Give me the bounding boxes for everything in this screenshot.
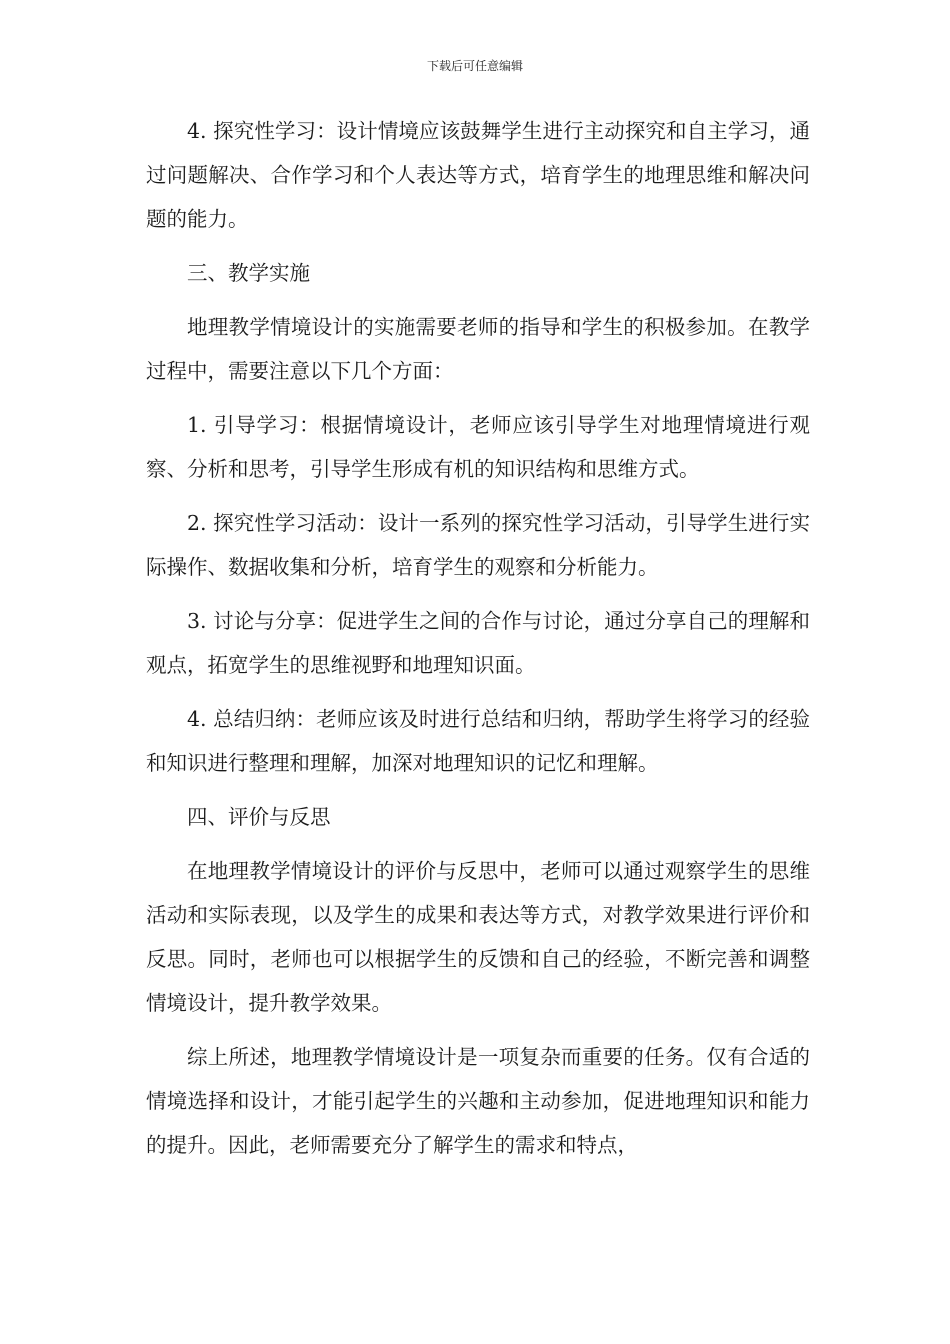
paragraph-implementation-intro: 地理教学情境设计的实施需要老师的指导和学生的积极参加。在教学过程中，需要注意以下几个方面： — [146, 315, 810, 383]
page-header: 下载后可任意编辑 — [426, 59, 523, 73]
paragraph-conclusion: 综上所述，地理教学情境设计是一项复杂而重要的任务。仅有合适的情境选择和设计，才能引起学生的兴趣和主动参加，促进地理知识和能力的提升。因此，老师需要充分了解学生的需求和特点， — [146, 1045, 810, 1157]
section-heading-evaluation-reflection: 四、评价与反思 — [187, 805, 331, 829]
paragraph-inquiry-activities: 2. 探究性学习活动：设计一系列的探究性学习活动，引导学生进行实际操作、数据收集和分析，培育学生的观察和分析能力。 — [146, 511, 810, 579]
paragraph-guided-learning: 1. 引导学习：根据情境设计，老师应该引导学生对地理情境进行观察、分析和思考，引导学生形成有机的知识结构和思维方式。 — [146, 413, 810, 481]
paragraph-summary: 4. 总结归纳：老师应该及时进行总结和归纳，帮助学生将学习的经验和知识进行整理和理解，加深对地理知识的记忆和理解。 — [146, 707, 810, 775]
paragraph-evaluation: 在地理教学情境设计的评价与反思中，老师可以通过观察学生的思维活动和实际表现，以及学生的成果和表达等方式，对教学效果进行评价和反思。同时，老师也可以根据学生的反馈和自己的经验，不断完善和调整情境设计，提升教学效果。 — [146, 859, 810, 1015]
section-heading-teaching-implementation: 三、教学实施 — [187, 261, 310, 285]
paragraph-inquiry-learning: 4. 探究性学习：设计情境应该鼓舞学生进行主动探究和自主学习，通过问题解决、合作学习和个人表达等方式，培育学生的地理思维和解决问题的能力。 — [146, 119, 810, 231]
document-body — [146, 109, 810, 1177]
paragraph-discussion-sharing: 3. 讨论与分享：促进学生之间的合作与讨论，通过分享自己的理解和观点，拓宽学生的思维视野和地理知识面。 — [146, 609, 810, 677]
